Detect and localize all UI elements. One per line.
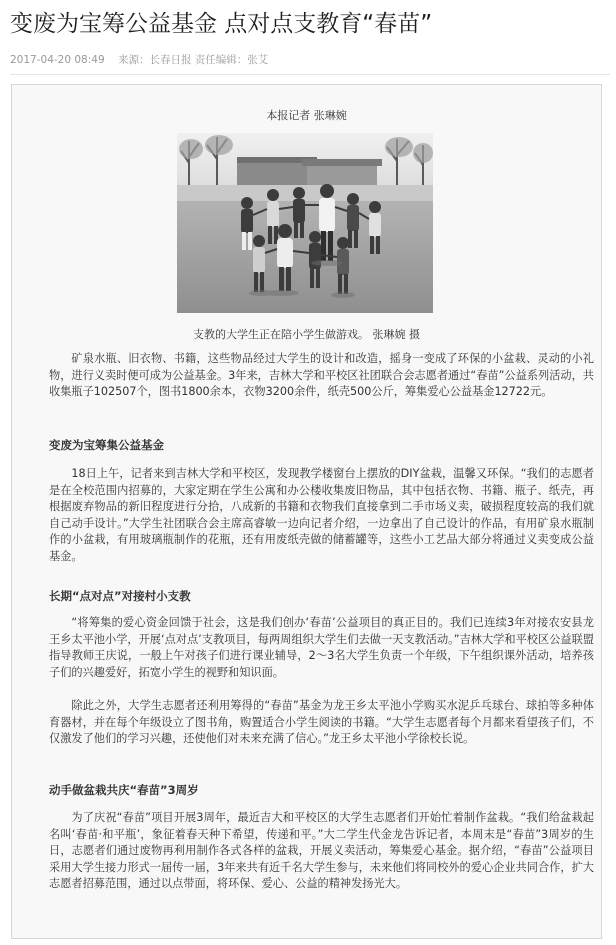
- title-divider: [10, 74, 610, 75]
- publish-date: 2017-04-20 08:49: [10, 54, 105, 66]
- photo-children-playing-icon: [177, 133, 433, 313]
- paragraph-4: 除此之外，大学生志愿者还利用筹得的“春苗”基金为龙王乡太平池小学购买水泥乒乓球台、球拍等多种体育器材，并在每个年级设立了图书角，购置适合小学生阅读的书籍。“大学生志愿者每个月都来看望孩子们，不仅激发了他们的学习兴趣，还使他们对未来充满了信心。”龙王乡太平池小学徐校长说。: [49, 699, 594, 746]
- news-photo: [177, 133, 433, 313]
- byline: 本报记者 张琳婉: [266, 109, 347, 122]
- subheading-3: 动手做盆栽共庆“春苗”3周岁: [49, 783, 199, 797]
- paragraph-5: 为了庆祝“春苗”项目开展3周年，最近吉大和平校区的大学生志愿者们开始忙着制作盆栽。“我们给盆栽起名叫‘春苗·和平瓶’，象征着春天种下希望，传递和平。”大二学生代金龙告诉记者，本周末是“春苗”3周岁的生日，志愿者们通过废物再利用制作各式各样的盆栽，开展义卖活动，筹集爱心基金。据介绍，“春苗”公益项目采用大学生接力形式一届传一届，3年来共有近千名大学生参与，未来他们将同校外的爱心企业共同合作，扩大志愿者招募范围，通过以点带面，将环保、爱心、公益的精神发扬光大。: [49, 811, 594, 891]
- subheading-1: 变废为宝筹集公益基金: [49, 438, 164, 452]
- article-title: 变废为宝筹公益基金 点对点支教育“春苗”: [10, 11, 433, 37]
- paragraph-2: 18日上午，记者来到吉林大学和平校区，发现教学楼窗台上摆放的DIY盆栽，温馨又环保。“我们的志愿者是在全校范围内招募的，大家定期在学生公寓和办公楼收集废旧物品，其中包括衣物、书籍、瓶子、纸壳，再根据废弃物品的新旧程度进行分拾，八成新的书籍和衣物我们直接拿到二手市场义卖，破损程度较高的我们就自己动手设计。”大学生社团联合会主席高睿敏一边向记者介绍，一边拿出了自己设计的作品，有用矿泉水瓶制作的小盆栽，有用玻璃瓶制作的花瓶，还有用废纸壳做的储蓄罐等，这些小工艺品大部分将通过义卖变成公益基金。: [49, 467, 594, 563]
- paragraph-1: 矿泉水瓶、旧衣物、书籍，这些物品经过大学生的设计和改造，摇身一变成了环保的小盆栽、灵动的小礼物，进行义卖时便可成为公益基金。3年来，吉林大学和平校区社团联合会志愿者通过“春苗”公益系列活动，共收集瓶子102507个，图书1800余本，衣物3200余件，纸壳500公斤，筹集爱心公益基金12722元。: [49, 352, 594, 399]
- article-body: [11, 84, 602, 939]
- article-meta: [10, 52, 268, 67]
- subheading-2: 长期“点对点”对接村小支教: [49, 589, 191, 603]
- paragraph-3: “将筹集的爱心资金回馈于社会，这是我们创办‘春苗’公益项目的真正目的。我们已连续3年对接农安县龙王乡太平池小学，开展‘点对点’支教项目，每两周组织大学生们去做一天支教活动。”吉林大学和平校区公益联盟指导教师王庆说，一般上午对孩子们进行课业辅导，2～3名大学生负责一个年级，下午组织课外活动，培养孩子们的兴趣爱好，拓宽小学生的视野和知识面。: [49, 616, 594, 679]
- photo-caption: 支教的大学生正在陪小学生做游戏。 张琳婉 摄: [193, 328, 420, 341]
- source-editor: 来源：长春日报 责任编辑：张艾: [117, 54, 269, 66]
